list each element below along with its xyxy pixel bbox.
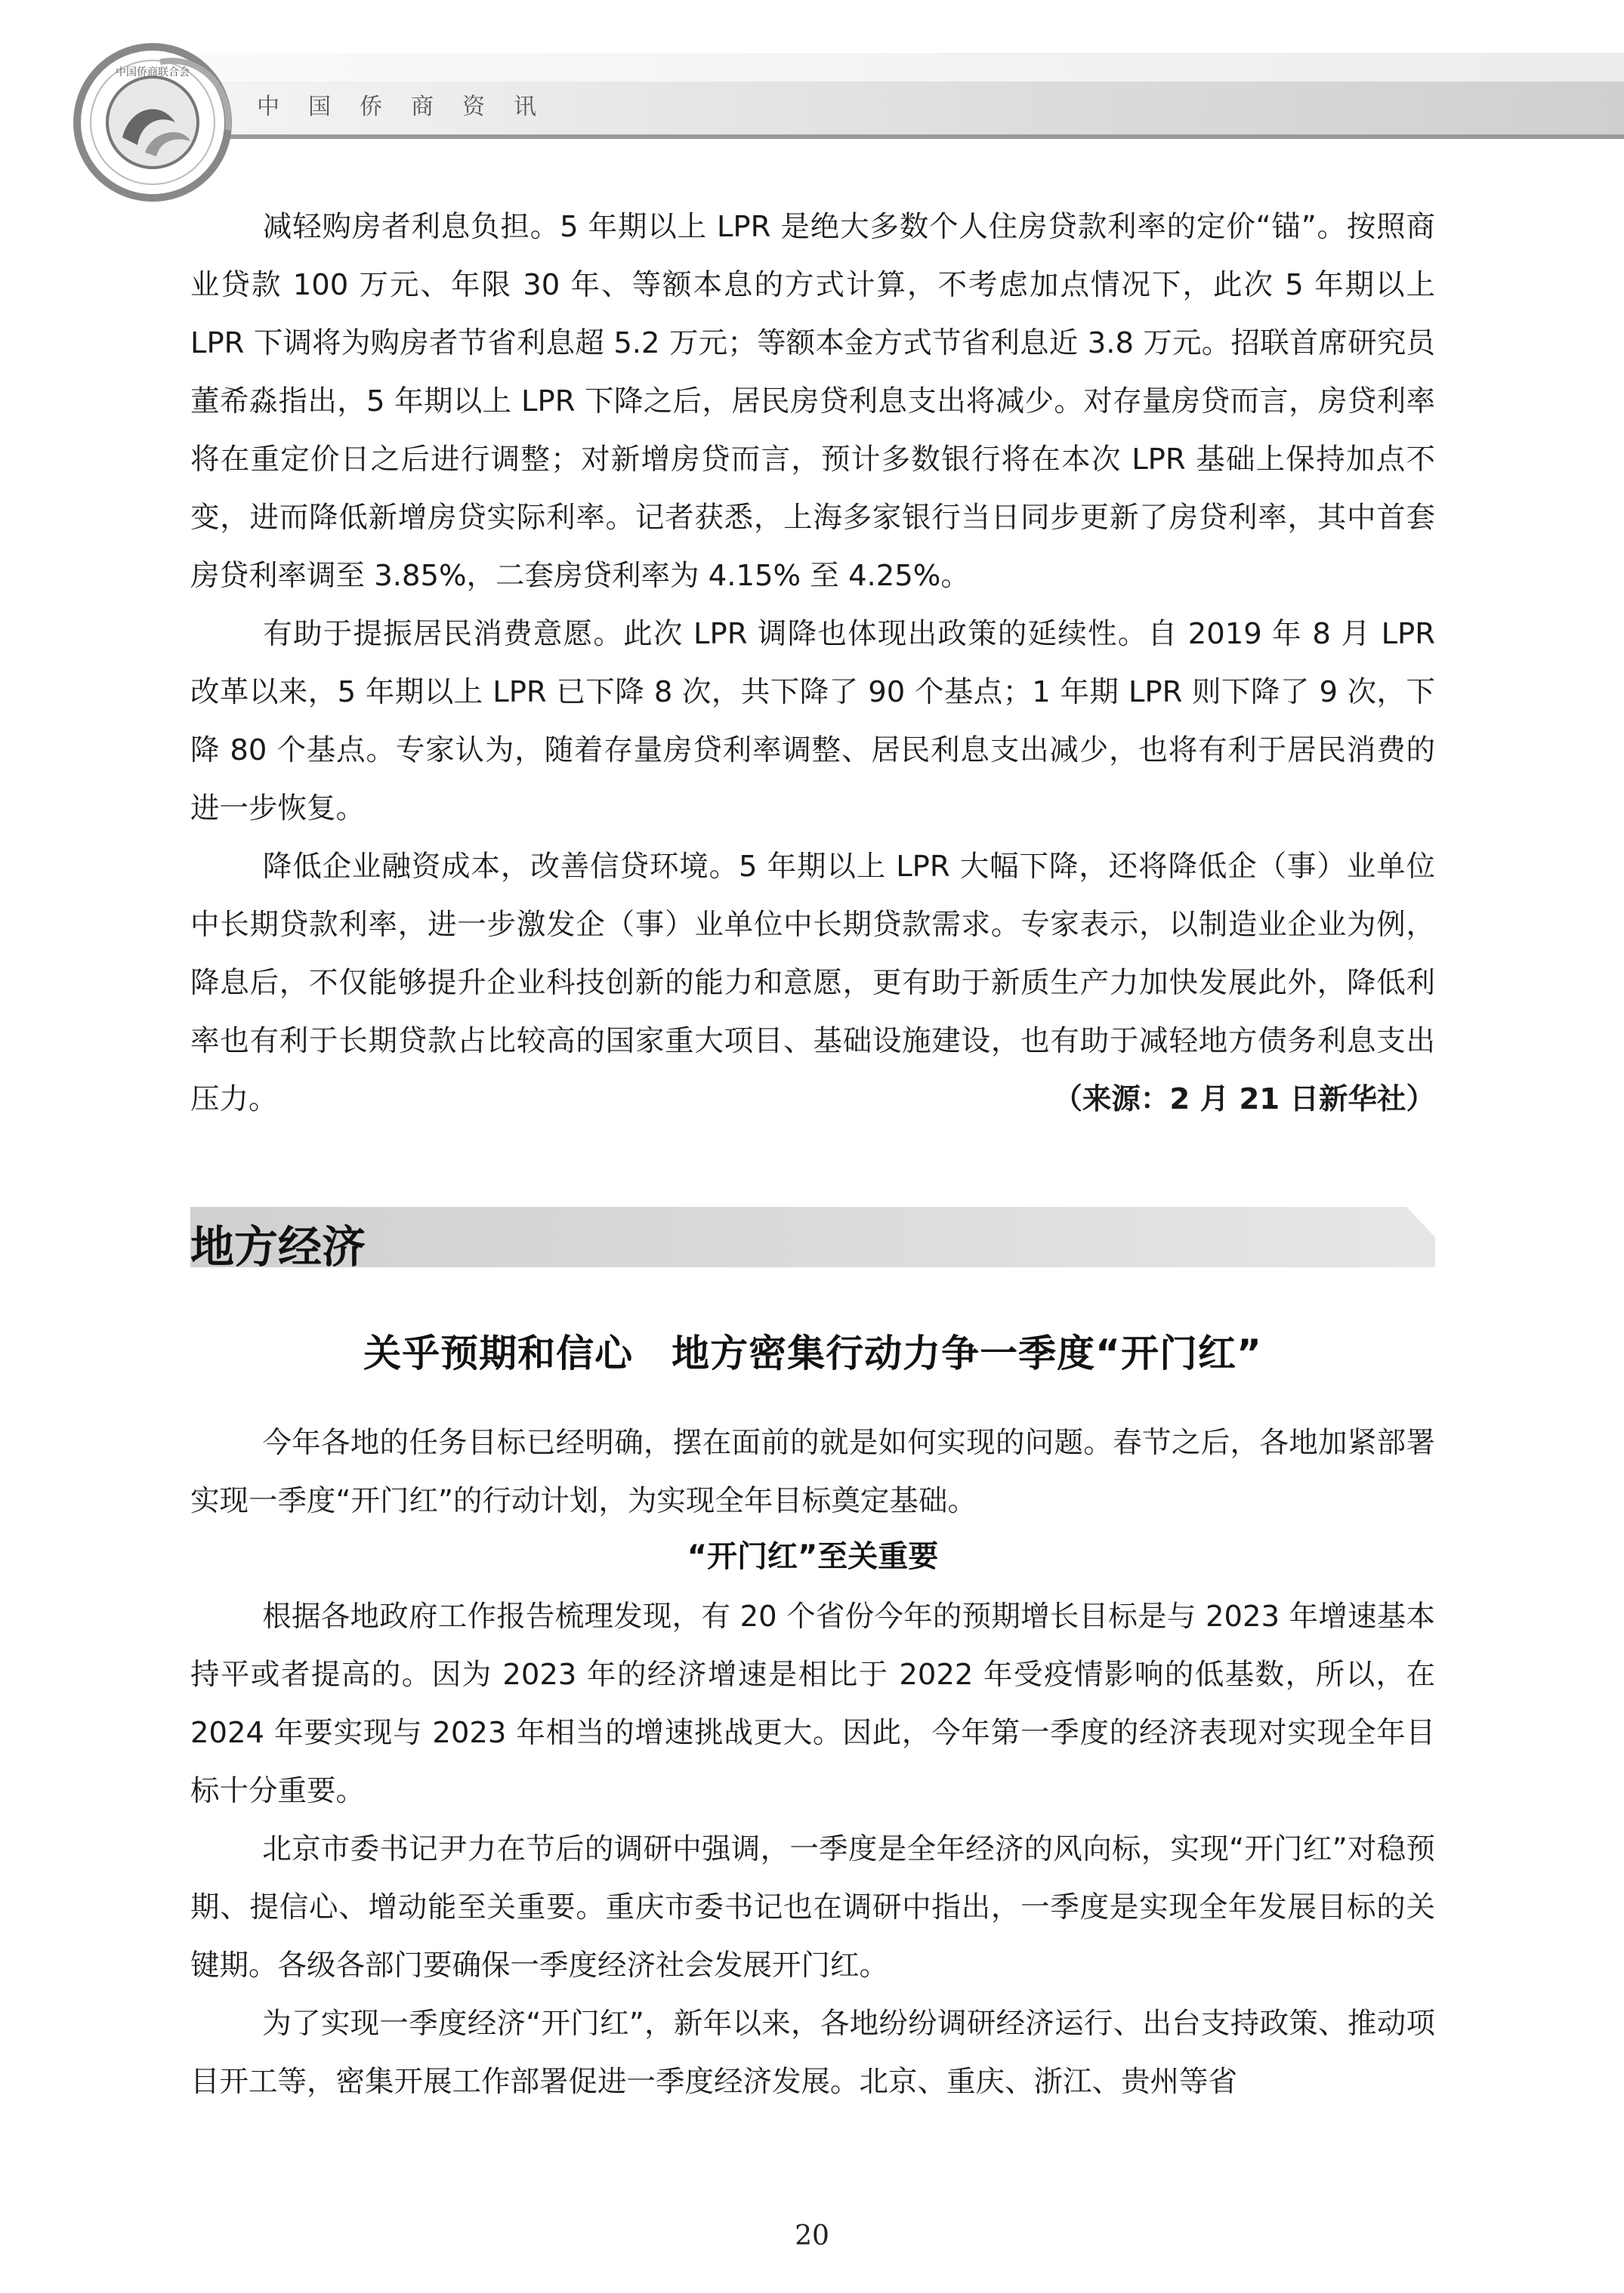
section-header-bg	[190, 1207, 1435, 1267]
association-logo	[69, 39, 236, 205]
logo-text: 中国侨商联合会	[116, 66, 190, 79]
header-band-top	[193, 53, 1624, 82]
article2-body	[190, 1588, 1435, 2111]
article2-intro-block	[190, 1414, 1435, 1530]
article1-paragraph: 有助于提振居民消费意愿。此次 LPR 调降也体现出政策的延续性。自 2019 年 8 月 LPR 改革以来，5 年期以上 LPR 已下降 8 次，共下降了 90 个基点；1 年期 LPR 则下降了 9 次，下降 80 个基点。专家认为，随着存量房贷利率调整、居民利息支出减少，也将有利于居民消费的进一步恢复。	[190, 617, 1435, 826]
article2-paragraph: 为了实现一季度经济“开门红”，新年以来，各地纷纷调研经济运行、出台支持政策、推动项目开工等，密集开展工作部署促进一季度经济发展。北京、重庆、浙江、贵州等省	[190, 2007, 1435, 2099]
section-title: 地方经济	[190, 1221, 366, 1273]
publication-title: 中国侨商资讯	[257, 94, 565, 120]
article2-subhead: “开门红”至关重要	[687, 1539, 939, 1574]
article2-intro: 今年各地的任务目标已经明确，摆在面前的就是如何实现的问题。春节之后，各地加紧部署实现一季度“开门红”的行动计划，为实现全年目标奠定基础。	[190, 1426, 1435, 1518]
article1-paragraph: 减轻购房者利息负担。5 年期以上 LPR 是绝大多数个人住房贷款利率的定价“锚”。按照商业贷款 100 万元、年限 30 年、等额本息的方式计算，不考虑加点情况下，此次 5 年期以上 LPR 下调将为购房者节省利息超 5.2 万元；等额本金方式节省利息近 3.8 万元。招联首席研究员董希淼指出，5 年期以上 LPR 下降之后，居民房贷利息支出将减少。对存量房贷而言，房贷利率将在重定价日之后进行调整；对新增房贷而言，预计多数银行将在本次 LPR 基础上保持加点不变，进而降低新增房贷实际利率。记者获悉，上海多家银行当日同步更新了房贷利率，其中首套房贷利率调至 3.85%，二套房贷利率为 4.15% 至 4.25%。	[190, 210, 1435, 593]
article2-paragraph: 北京市委书记尹力在节后的调研中强调，一季度是全年经济的风向标，实现“开门红”对稳预期、提信心、增动能至关重要。重庆市委书记也在调研中指出，一季度是实现全年发展目标的关键期。各级各部门要确保一季度经济社会发展开门红。	[190, 1832, 1435, 1983]
page-number: 20	[795, 2220, 829, 2251]
article2-title: 关乎预期和信心 地方密集行动力争一季度“开门红”	[363, 1332, 1262, 1375]
article1-source: （来源：2 月 21 日新华社）	[1053, 1082, 1435, 1116]
section-header	[190, 1207, 1435, 1273]
article1-body	[190, 198, 1435, 1128]
article1-paragraph: 降低企业融资成本，改善信贷环境。5 年期以上 LPR 大幅下降，还将降低企（事）业单位中长期贷款利率，进一步激发企（事）业单位中长期贷款需求。专家表示，以制造业企业为例，降息后，不仅能够提升企业科技创新的能力和意愿，更有助于新质生产力加快发展此外，降低利率也有利于长期贷款占比较高的国家重大项目、基础设施建设，也有助于减轻地方债务利息支出压力。	[190, 850, 1435, 1116]
article2-paragraph: 根据各地政府工作报告梳理发现，有 20 个省份今年的预期增长目标是与 2023 年增速基本持平或者提高的。因为 2023 年的经济增速是相比于 2022 年受疫情影响的低基数，所以，在 2024 年要实现与 2023 年相当的增速挑战更大。因此，今年第一季度的经济表现对实现全年目标十分重要。	[190, 1600, 1435, 1808]
header-divider	[128, 134, 1624, 139]
